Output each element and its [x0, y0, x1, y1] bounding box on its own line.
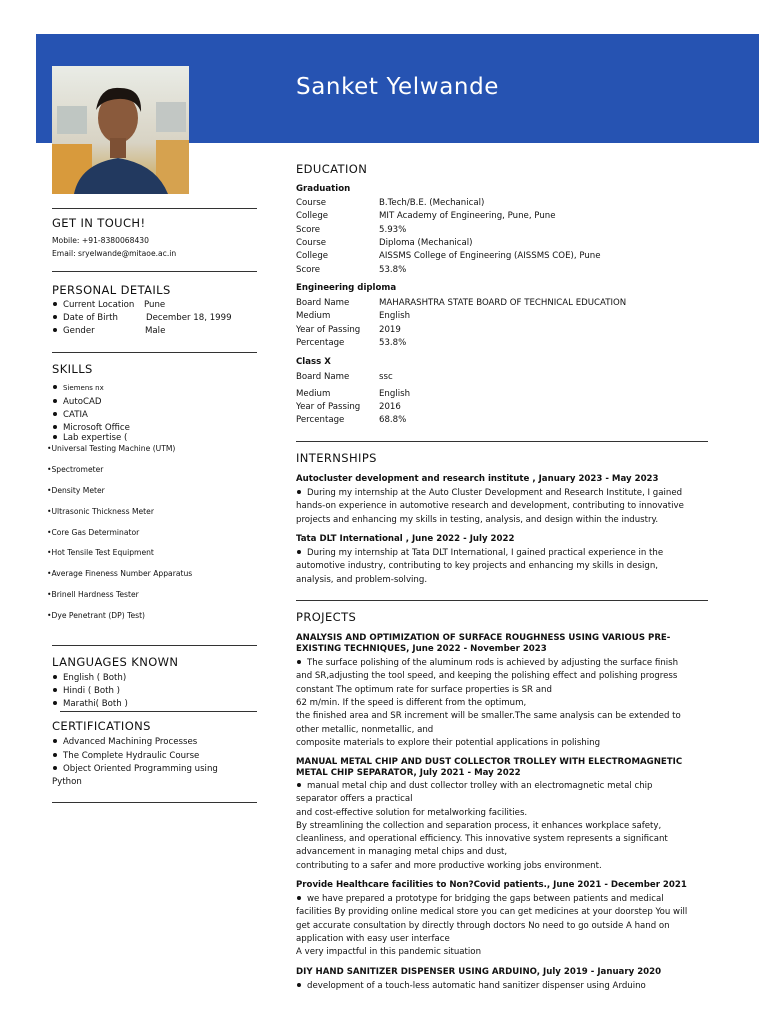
- language-item: Hindi ( Both ): [53, 686, 120, 696]
- certification-item: The Complete Hydraulic Course: [53, 751, 199, 761]
- personal-row: Date of Birth: [53, 313, 118, 323]
- lab-item: •Hot Tensile Test Equipment: [47, 548, 154, 557]
- edu-label: College: [296, 211, 329, 221]
- lab-item: •Brinell Hardness Tester: [47, 590, 139, 599]
- project-line: facilities By providing online medical store you can get medicines at your doorstep You will: [296, 907, 688, 917]
- lab-item: •Dye Penetrant (DP) Test): [47, 611, 146, 620]
- bullet-icon: [297, 896, 301, 900]
- project-heading: DIY HAND SANITIZER DISPENSER USING ARDUINO, July 2019 - January 2020: [296, 967, 662, 977]
- bullet-icon: [297, 490, 301, 494]
- bullet-icon: [297, 660, 301, 664]
- project-heading: MANUAL METAL CHIP AND DUST COLLECTOR TROLLEY WITH ELECTROMAGNETIC: [296, 757, 683, 767]
- edu-value: ssc: [379, 372, 393, 382]
- skill-item: Microsoft Office: [53, 423, 130, 433]
- edu-value: Diploma (Mechanical): [379, 238, 473, 248]
- skill-item: AutoCAD: [53, 397, 101, 407]
- diploma-heading: Engineering diploma: [296, 283, 397, 293]
- edu-value: MIT Academy of Engineering, Pune, Pune: [379, 211, 556, 221]
- edu-label: Board Name: [296, 298, 350, 308]
- profile-photo: [52, 66, 189, 194]
- skills-title: SKILLS: [52, 362, 93, 376]
- bullet-icon: [53, 412, 57, 416]
- internship-heading: Tata DLT International , June 2022 - July 2022: [296, 534, 515, 544]
- bullet-icon: [53, 766, 57, 770]
- contact-title: GET IN TOUCH!: [52, 216, 146, 230]
- personal-title: PERSONAL DETAILS: [52, 283, 171, 297]
- lab-item: •Spectrometer: [47, 465, 104, 474]
- project-line: constant The optimum rate for surface properties is SR and: [296, 685, 552, 695]
- edu-label: Medium: [296, 389, 331, 399]
- classx-heading: Class X: [296, 357, 331, 367]
- edu-value: B.Tech/B.E. (Mechanical): [379, 198, 485, 208]
- bullet-icon: [297, 550, 301, 554]
- project-heading: EXISTING TECHNIQUES, June 2022 - November 2023: [296, 644, 547, 654]
- edu-label: Score: [296, 265, 321, 275]
- languages-title: LANGUAGES KNOWN: [52, 655, 179, 669]
- mobile-text: Mobile: +91-8380068430: [52, 236, 149, 245]
- edu-value: MAHARASHTRA STATE BOARD OF TECHNICAL EDUCATION: [379, 298, 627, 308]
- certification-item: Object Oriented Programming using: [53, 764, 218, 774]
- internship-line: analysis, and problem-solving.: [296, 575, 428, 585]
- personal-row: Gender: [53, 326, 95, 336]
- personal-value: December 18, 1999: [146, 313, 232, 323]
- project-line: cleanliness, and operational efficiency. This innovative system represents a significant: [296, 834, 668, 844]
- project-line: advancement in managing metal chips and dust,: [296, 847, 508, 857]
- bullet-icon: [297, 783, 301, 787]
- lab-item: •Universal Testing Machine (UTM): [47, 444, 176, 453]
- project-line: By streamlining the collection and separation process, it enhances workplace safety,: [296, 821, 662, 831]
- bullet-icon: [53, 739, 57, 743]
- project-line: and cost-effective solution for metalworking facilities.: [296, 808, 528, 818]
- certification-item: Advanced Machining Processes: [53, 737, 197, 747]
- language-item: English ( Both): [53, 673, 126, 683]
- edu-label: Course: [296, 238, 327, 248]
- bullet-icon: [53, 315, 57, 319]
- project-line: other metallic, nonmetallic, and: [296, 725, 434, 735]
- edu-label: Score: [296, 225, 321, 235]
- bullet-icon: [53, 328, 57, 332]
- lab-item: •Ultrasonic Thickness Meter: [47, 507, 154, 516]
- internship-heading: Autocluster development and research institute , January 2023 - May 2023: [296, 474, 659, 484]
- language-item: Marathi( Both ): [53, 699, 128, 709]
- internship-line: automotive industry, contributing to key projects and enhancing my skills in design,: [296, 561, 659, 571]
- certifications-title: CERTIFICATIONS: [52, 719, 151, 733]
- edu-value: 53.8%: [379, 265, 407, 275]
- edu-value: 2019: [379, 325, 401, 335]
- education-title: EDUCATION: [296, 162, 368, 176]
- edu-value: 2016: [379, 402, 401, 412]
- project-line: contributing to a safer and more productive working jobs environment.: [296, 861, 602, 871]
- bullet-icon: [53, 425, 57, 429]
- project-heading: Provide Healthcare facilities to Non?Covid patients., June 2021 - December 2021: [296, 880, 687, 890]
- internships-title: INTERNSHIPS: [296, 451, 377, 465]
- project-line: get accurate consultation by directly through doctors No need to go outside A hand on: [296, 921, 670, 931]
- bullet-icon: [53, 675, 57, 679]
- project-line: A very impactful in this pandemic situation: [296, 947, 482, 957]
- project-line: and SR,adjusting the tool speed, and keeping the polishing effect and polishing progress: [296, 671, 678, 681]
- project-line: The surface polishing of the aluminum rods is achieved by adjusting the surface finish: [297, 658, 678, 668]
- bullet-icon: [53, 435, 57, 439]
- edu-label: Percentage: [296, 338, 345, 348]
- bullet-icon: [53, 302, 57, 306]
- edu-label: Year of Passing: [296, 325, 361, 335]
- skill-item: CATIA: [53, 410, 88, 420]
- edu-value: 5.93%: [379, 225, 407, 235]
- edu-value: 53.8%: [379, 338, 407, 348]
- internship-line: During my internship at the Auto Cluster Development and Research Institute, I gained: [297, 488, 682, 498]
- project-line: development of a touch-less automatic hand sanitizer dispenser using Arduino: [297, 981, 646, 991]
- bullet-icon: [53, 385, 57, 389]
- project-line: 62 m/min. If the speed is different from the optimum,: [296, 698, 527, 708]
- bullet-icon: [53, 701, 57, 705]
- personal-value: Pune: [144, 300, 166, 310]
- bullet-icon: [53, 753, 57, 757]
- project-line: separator offers a practical: [296, 794, 413, 804]
- graduation-heading: Graduation: [296, 184, 351, 194]
- personal-row: Current Location: [53, 300, 134, 310]
- lab-item: •Density Meter: [47, 486, 105, 495]
- projects-title: PROJECTS: [296, 610, 357, 624]
- email-text: Email: sryelwande@mitaoe.ac.in: [52, 249, 177, 258]
- project-heading: ANALYSIS AND OPTIMIZATION OF SURFACE ROUGHNESS USING VARIOUS PRE-: [296, 633, 671, 643]
- bullet-icon: [53, 688, 57, 692]
- project-heading: METAL CHIP SEPARATOR, July 2021 - May 2022: [296, 768, 521, 778]
- project-line: we have prepared a prototype for bridging the gaps between patients and medical: [297, 894, 664, 904]
- lab-item: •Average Fineness Number Apparatus: [47, 569, 193, 578]
- edu-label: Percentage: [296, 415, 345, 425]
- project-line: the finished area and SR increment will be smaller.The same analysis can be extended to: [296, 711, 681, 721]
- bullet-icon: [53, 399, 57, 403]
- edu-value: English: [379, 311, 411, 321]
- edu-label: Board Name: [296, 372, 350, 382]
- bullet-icon: [297, 983, 301, 987]
- edu-label: College: [296, 251, 329, 261]
- internship-line: projects and enhancing my skills in testing, analysis, and design within the industry.: [296, 515, 659, 525]
- personal-value: Male: [145, 326, 166, 336]
- project-line: composite materials to explore their potential applications in polishing: [296, 738, 601, 748]
- candidate-name: Sanket Yelwande: [296, 74, 500, 100]
- edu-value: English: [379, 389, 411, 399]
- edu-label: Course: [296, 198, 327, 208]
- skill-item: Lab expertise (: [53, 433, 127, 443]
- edu-label: Medium: [296, 311, 331, 321]
- edu-value: 68.8%: [379, 415, 407, 425]
- project-line: application with easy user interface: [296, 934, 450, 944]
- edu-value: AISSMS College of Engineering (AISSMS COE), Pune: [379, 251, 601, 261]
- certification-cont: Python: [52, 777, 82, 787]
- edu-label: Year of Passing: [296, 402, 361, 412]
- internship-line: During my internship at Tata DLT International, I gained practical experience in the: [297, 548, 663, 558]
- lab-item: •Core Gas Determinator: [47, 528, 140, 537]
- internship-line: hands-on experience in automotive research and development, contributing to innovative: [296, 501, 684, 511]
- skill-item: Siemens nx: [53, 384, 104, 392]
- project-line: manual metal chip and dust collector trolley with an electromagnetic metal chip: [297, 781, 653, 791]
